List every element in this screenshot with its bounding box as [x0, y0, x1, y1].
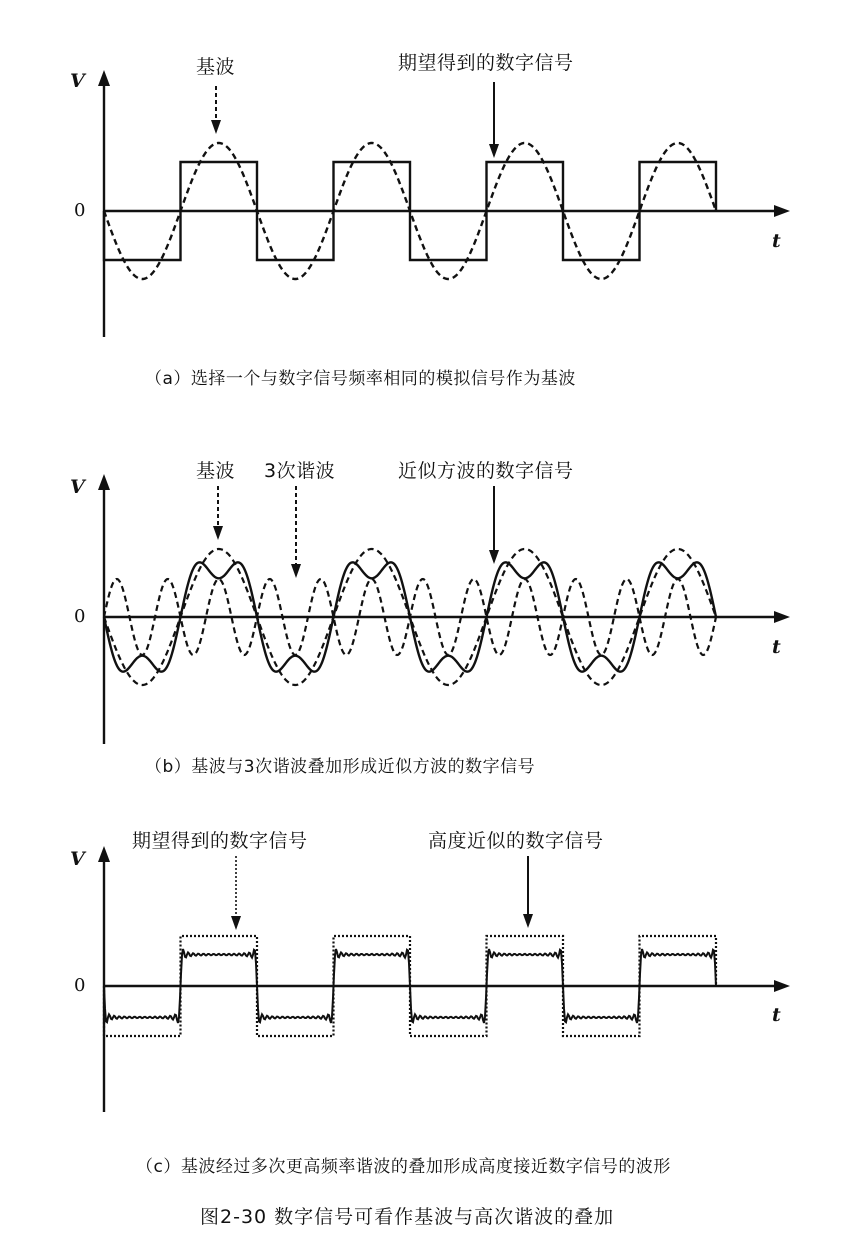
target-arrow — [231, 856, 241, 930]
x-axis-arrowhead — [774, 980, 790, 992]
panel-c-caption: （c）基波经过多次更高频率谐波的叠加形成高度接近数字信号的波形 — [136, 1157, 671, 1177]
zero-label: 0 — [74, 975, 86, 996]
panel-a-caption: （a）选择一个与数字信号频率相同的模拟信号作为基波 — [145, 369, 576, 389]
panel-c-axes — [98, 846, 790, 1112]
third-harmonic-label: 3次谐波 — [264, 460, 336, 482]
zero-label: 0 — [74, 200, 86, 221]
target-signal-label: 期望得到的数字信号 — [132, 830, 308, 852]
close-arrow — [523, 856, 533, 928]
y-axis-arrowhead — [98, 846, 110, 862]
x-axis-label: t — [772, 1004, 781, 1026]
figure-caption: 图2-30 数字信号可看作基波与高次谐波的叠加 — [200, 1206, 615, 1228]
close-signal-label: 高度近似的数字信号 — [428, 830, 604, 852]
x-axis-label: t — [772, 230, 781, 252]
y-axis-label: V — [70, 476, 85, 498]
fundamental-label: 基波 — [196, 460, 236, 482]
x-axis-label: t — [772, 636, 781, 658]
y-axis-label: V — [70, 70, 85, 92]
y-axis-label: V — [70, 848, 85, 870]
fundamental-label: 基波 — [196, 56, 236, 78]
approx-signal-label: 近似方波的数字信号 — [398, 460, 574, 482]
zero-label: 0 — [74, 606, 86, 627]
target-signal-label: 期望得到的数字信号 — [398, 52, 574, 74]
panel-b-caption: （b）基波与3次谐波叠加形成近似方波的数字信号 — [145, 757, 536, 777]
